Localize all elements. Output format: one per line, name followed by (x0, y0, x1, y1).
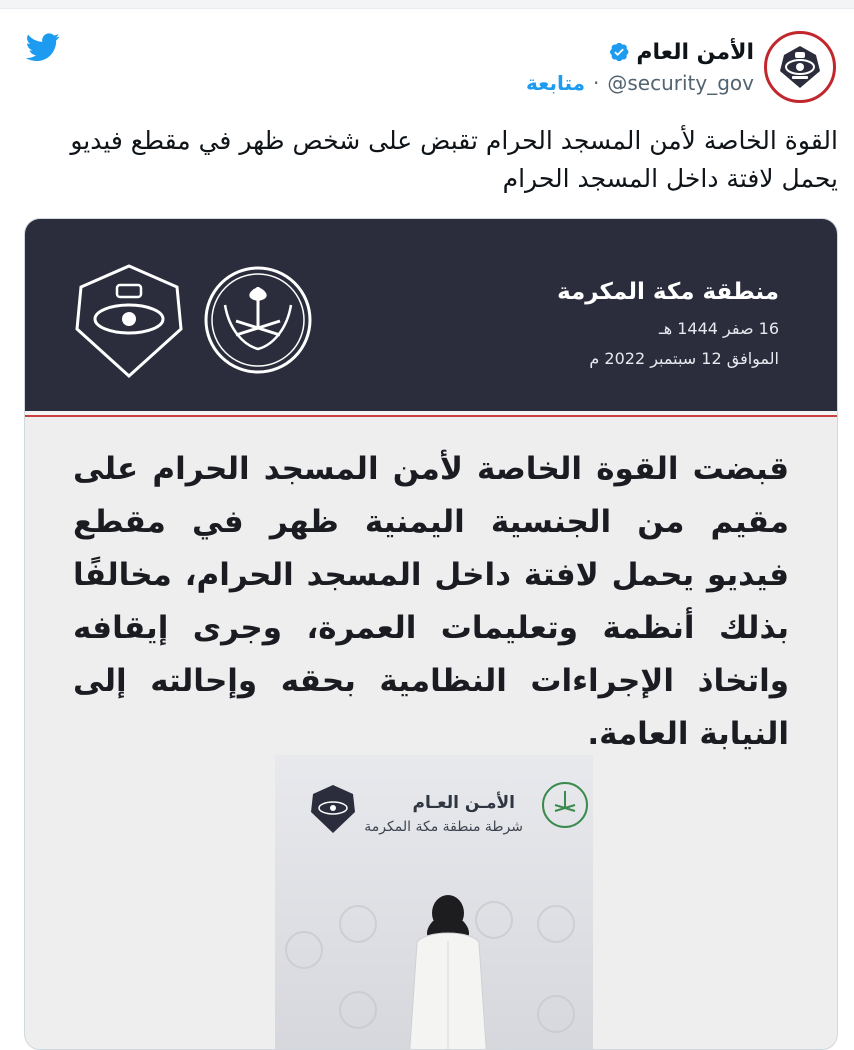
media-card[interactable] (24, 218, 838, 1050)
statement-text: قبضت القوة الخاصة لأمن المسجد الحرام على مقيم من الجنسية اليمنية ظهر في مقطع فيديو يحمل لافتة داخل المسجد الحرام، مخالفًا بذلك أنظمة وتعليمات العمرة، وجرى إيقافه واتخاذ الإجراءات النظامية بحقه وإحالته إلى النيابة العامة. (73, 451, 789, 752)
card-header (25, 219, 837, 411)
display-name[interactable]: الأمن العام (636, 39, 754, 65)
person-figure (403, 891, 493, 1050)
saudi-emblem-icon (203, 265, 313, 375)
backdrop-subtitle: شرطة منطقة مكة المكرمة (364, 819, 523, 835)
hijri-date: 16 صفر 1444 هـ (659, 319, 779, 338)
handle-row (526, 70, 754, 96)
watermark-emblem (537, 995, 575, 1033)
account-handle[interactable]: @security_gov (607, 71, 754, 95)
public-security-badge (73, 263, 185, 379)
tweet-text: القوة الخاصة لأمن المسجد الحرام تقبض على شخص ظهر في مقطع فيديو يحمل لافتة داخل المسجد الحرام (70, 126, 838, 193)
gregorian-date: الموافق 12 سبتمبر 2022 م (589, 349, 779, 368)
watermark-emblem (285, 931, 323, 969)
public-security-logo (776, 43, 824, 91)
separator-dot: · (593, 71, 600, 95)
suspect-photo[interactable] (275, 755, 593, 1050)
account-name-row (608, 36, 754, 68)
verified-badge-icon (608, 41, 630, 63)
watermark-emblem (537, 905, 575, 943)
avatar[interactable] (764, 31, 836, 103)
top-divider (0, 0, 854, 9)
card-accent-line (25, 411, 837, 417)
follow-button[interactable]: متابعة (526, 71, 586, 95)
backdrop-title: الأمـن العـام (412, 793, 515, 813)
watermark-emblem (339, 991, 377, 1029)
twitter-bird-icon[interactable] (24, 30, 62, 64)
region-title: منطقة مكة المكرمة (557, 279, 779, 305)
backdrop-badge-icon (309, 783, 357, 835)
watermark-emblem (339, 905, 377, 943)
backdrop-emblem-icon (541, 781, 589, 829)
